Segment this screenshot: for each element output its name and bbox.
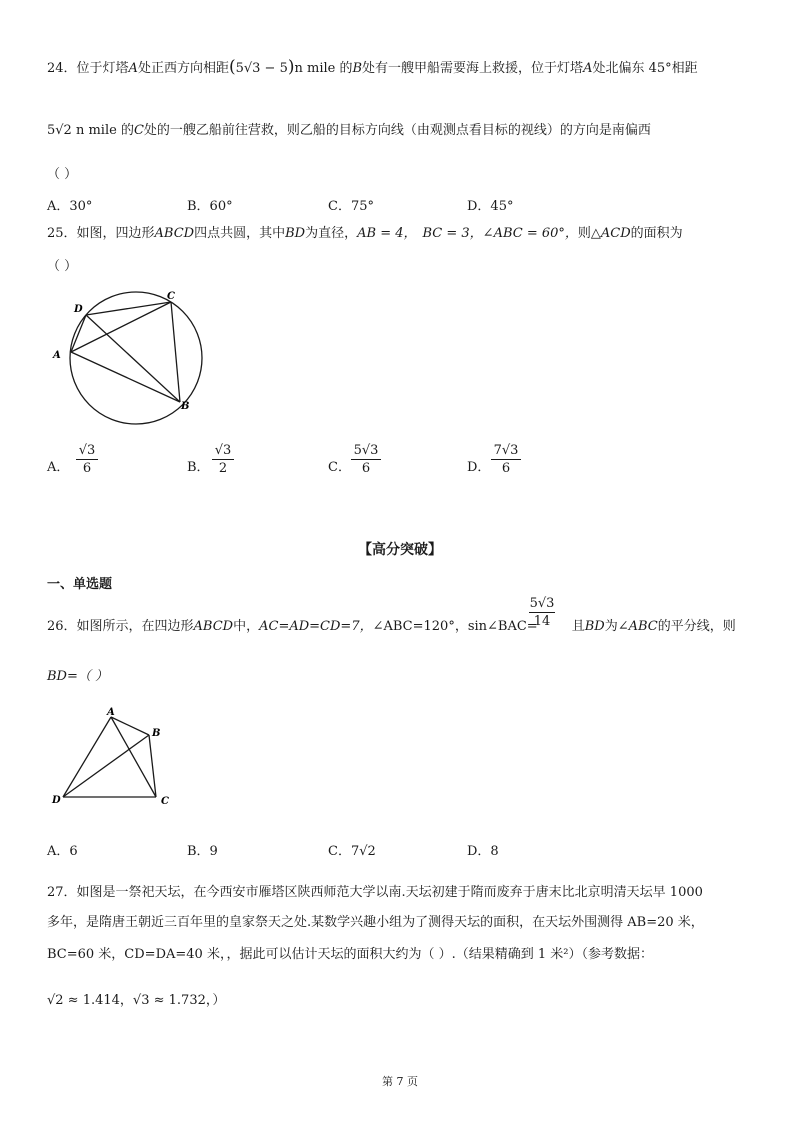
frac-den: 6 xyxy=(501,461,511,476)
label-a: A xyxy=(53,350,61,361)
q25-text: 为直径， xyxy=(305,226,358,241)
frac-den: 2 xyxy=(218,461,228,476)
q24-text: n mile 的 xyxy=(75,123,134,138)
q26-option-a: A．6 xyxy=(47,844,78,859)
given-bc: BC = 3， xyxy=(422,226,483,241)
q26-text: 的平分线，则 xyxy=(657,619,736,634)
dist-expr: (5√3 − 5) xyxy=(228,57,295,77)
section-title: 【高分突破】 xyxy=(358,542,442,558)
q27-line2: 多年，是隋唐王朝近三百年里的皇家祭天之处.某数学兴趣小组为了测得天坛的面积，在天坛外围测得 AB=20 米， xyxy=(47,915,704,930)
q27-line4: √2 ≈ 1.414，√3 ≈ 1.732，） xyxy=(47,993,226,1008)
q24-text: 处北偏东 45°相距 xyxy=(592,61,698,76)
section-subtitle: 一、单选题 xyxy=(47,577,113,592)
q26-text: 中， xyxy=(233,619,260,634)
q25-text: 则△ xyxy=(577,226,601,241)
q27-line1: 27．如图是一祭祀天坛，在今西安市雁塔区陕西师范大学以南.天坛初建于隋而废弃于唐末比北京明清天坛早 1000 xyxy=(47,885,703,900)
q25-text: 25．如图，四边形 xyxy=(47,226,155,241)
q24-line2 xyxy=(47,122,651,140)
label-a: A xyxy=(107,707,115,718)
q26-option-b: B．9 xyxy=(187,844,218,859)
dist-value: 5√3 − 5 xyxy=(235,61,288,76)
q26-option-c: C．7√2 xyxy=(328,844,376,859)
q24-option-c: C．75° xyxy=(328,199,374,214)
q24-answer-paren: （ ） xyxy=(47,167,78,182)
frac-den: 6 xyxy=(82,461,92,476)
q26-text: 且 xyxy=(571,619,585,634)
seg-ab xyxy=(71,352,180,402)
frac-den: 14 xyxy=(533,614,551,629)
label-b: B xyxy=(152,728,161,739)
frac-num: 5√3 xyxy=(353,443,379,458)
angle-abc: ABC xyxy=(628,619,658,634)
label-d: D xyxy=(52,795,61,806)
q26-quad-figure xyxy=(50,706,180,806)
q26-text: 26．如图所示，在四边形 xyxy=(47,619,194,634)
q24-option-d: D．45° xyxy=(467,199,514,214)
q24-option-a: A．30° xyxy=(47,199,93,214)
seg-db xyxy=(86,315,180,402)
quad-abcd: ABCD xyxy=(154,226,195,241)
q25-option-a-letter: A． xyxy=(47,460,70,475)
label-c: C xyxy=(161,796,169,806)
given-sides: AC=AD=CD=7， xyxy=(259,619,373,634)
q25-option-c-frac xyxy=(351,443,381,476)
seg-cb xyxy=(171,302,180,402)
q25-text: 的面积为 xyxy=(630,226,683,241)
q25-option-d-frac xyxy=(491,443,521,476)
var-a: A xyxy=(583,61,593,76)
frac-num: 7√3 xyxy=(493,443,519,458)
seg-db xyxy=(63,735,149,797)
q26-text: 为∠ xyxy=(604,619,629,634)
var-b: B xyxy=(352,61,363,76)
var-c: C xyxy=(133,123,144,138)
q25-circle-figure xyxy=(50,288,210,428)
page-number: 第 7 页 xyxy=(382,1075,418,1088)
q26-line2: BD=（ ） xyxy=(47,669,109,684)
seg-bd: BD xyxy=(584,619,605,634)
q24-text: 处正西方向相距 xyxy=(137,61,229,76)
label-b: B xyxy=(181,401,190,412)
q25-option-a-frac xyxy=(76,443,98,476)
seg-da xyxy=(71,315,86,352)
given-sin: sin∠BAC= xyxy=(467,619,538,634)
q25-option-b-frac xyxy=(212,443,234,476)
given-angle: ∠ABC = 60°， xyxy=(482,226,578,241)
q25-option-c-letter: C． xyxy=(328,460,351,475)
q24-option-b: B．60° xyxy=(187,199,233,214)
q27-line3: BC=60 米，CD=DA=40 米，，据此可以估计天坛的面积大约为（ ）.（结果精确到 1 米²）（参考数据： xyxy=(47,947,653,962)
q24-text: 处的一艘乙船前往营救，则乙船的目标方向线（由观测点看目标的视线）的方向是南偏西 xyxy=(143,123,651,138)
q24-line1 xyxy=(47,58,698,78)
q25-option-d-letter: D． xyxy=(467,460,491,475)
frac-den: 6 xyxy=(361,461,371,476)
label-d: D xyxy=(74,304,83,315)
given-angle: ∠ABC=120°， xyxy=(372,619,468,634)
dist-c: 5√2 xyxy=(47,123,72,138)
tri-acd: ACD xyxy=(600,226,631,241)
q24-text: 24．位于灯塔 xyxy=(47,61,129,76)
q25-option-b-letter: B． xyxy=(187,460,210,475)
label-c: C xyxy=(167,291,175,302)
frac-num: √3 xyxy=(214,443,232,458)
frac-num: 5√3 xyxy=(529,596,555,611)
var-a: A xyxy=(128,61,138,76)
seg-ad xyxy=(63,717,111,797)
q24-text: n mile 的 xyxy=(294,61,353,76)
quad-abcd: ABCD xyxy=(193,619,234,634)
given-ab: AB = 4， xyxy=(357,226,417,241)
q25-answer-paren: （ ） xyxy=(47,259,78,274)
frac-num: √3 xyxy=(78,443,96,458)
q25-text: 四点共圆，其中 xyxy=(194,226,286,241)
seg-bd: BD xyxy=(285,226,306,241)
q24-text: 处有一艘甲船需要海上救援，位于灯塔 xyxy=(362,61,584,76)
q25-line1 xyxy=(47,225,683,243)
q26-line1 xyxy=(47,618,736,636)
q26-option-d: D．8 xyxy=(467,844,499,859)
